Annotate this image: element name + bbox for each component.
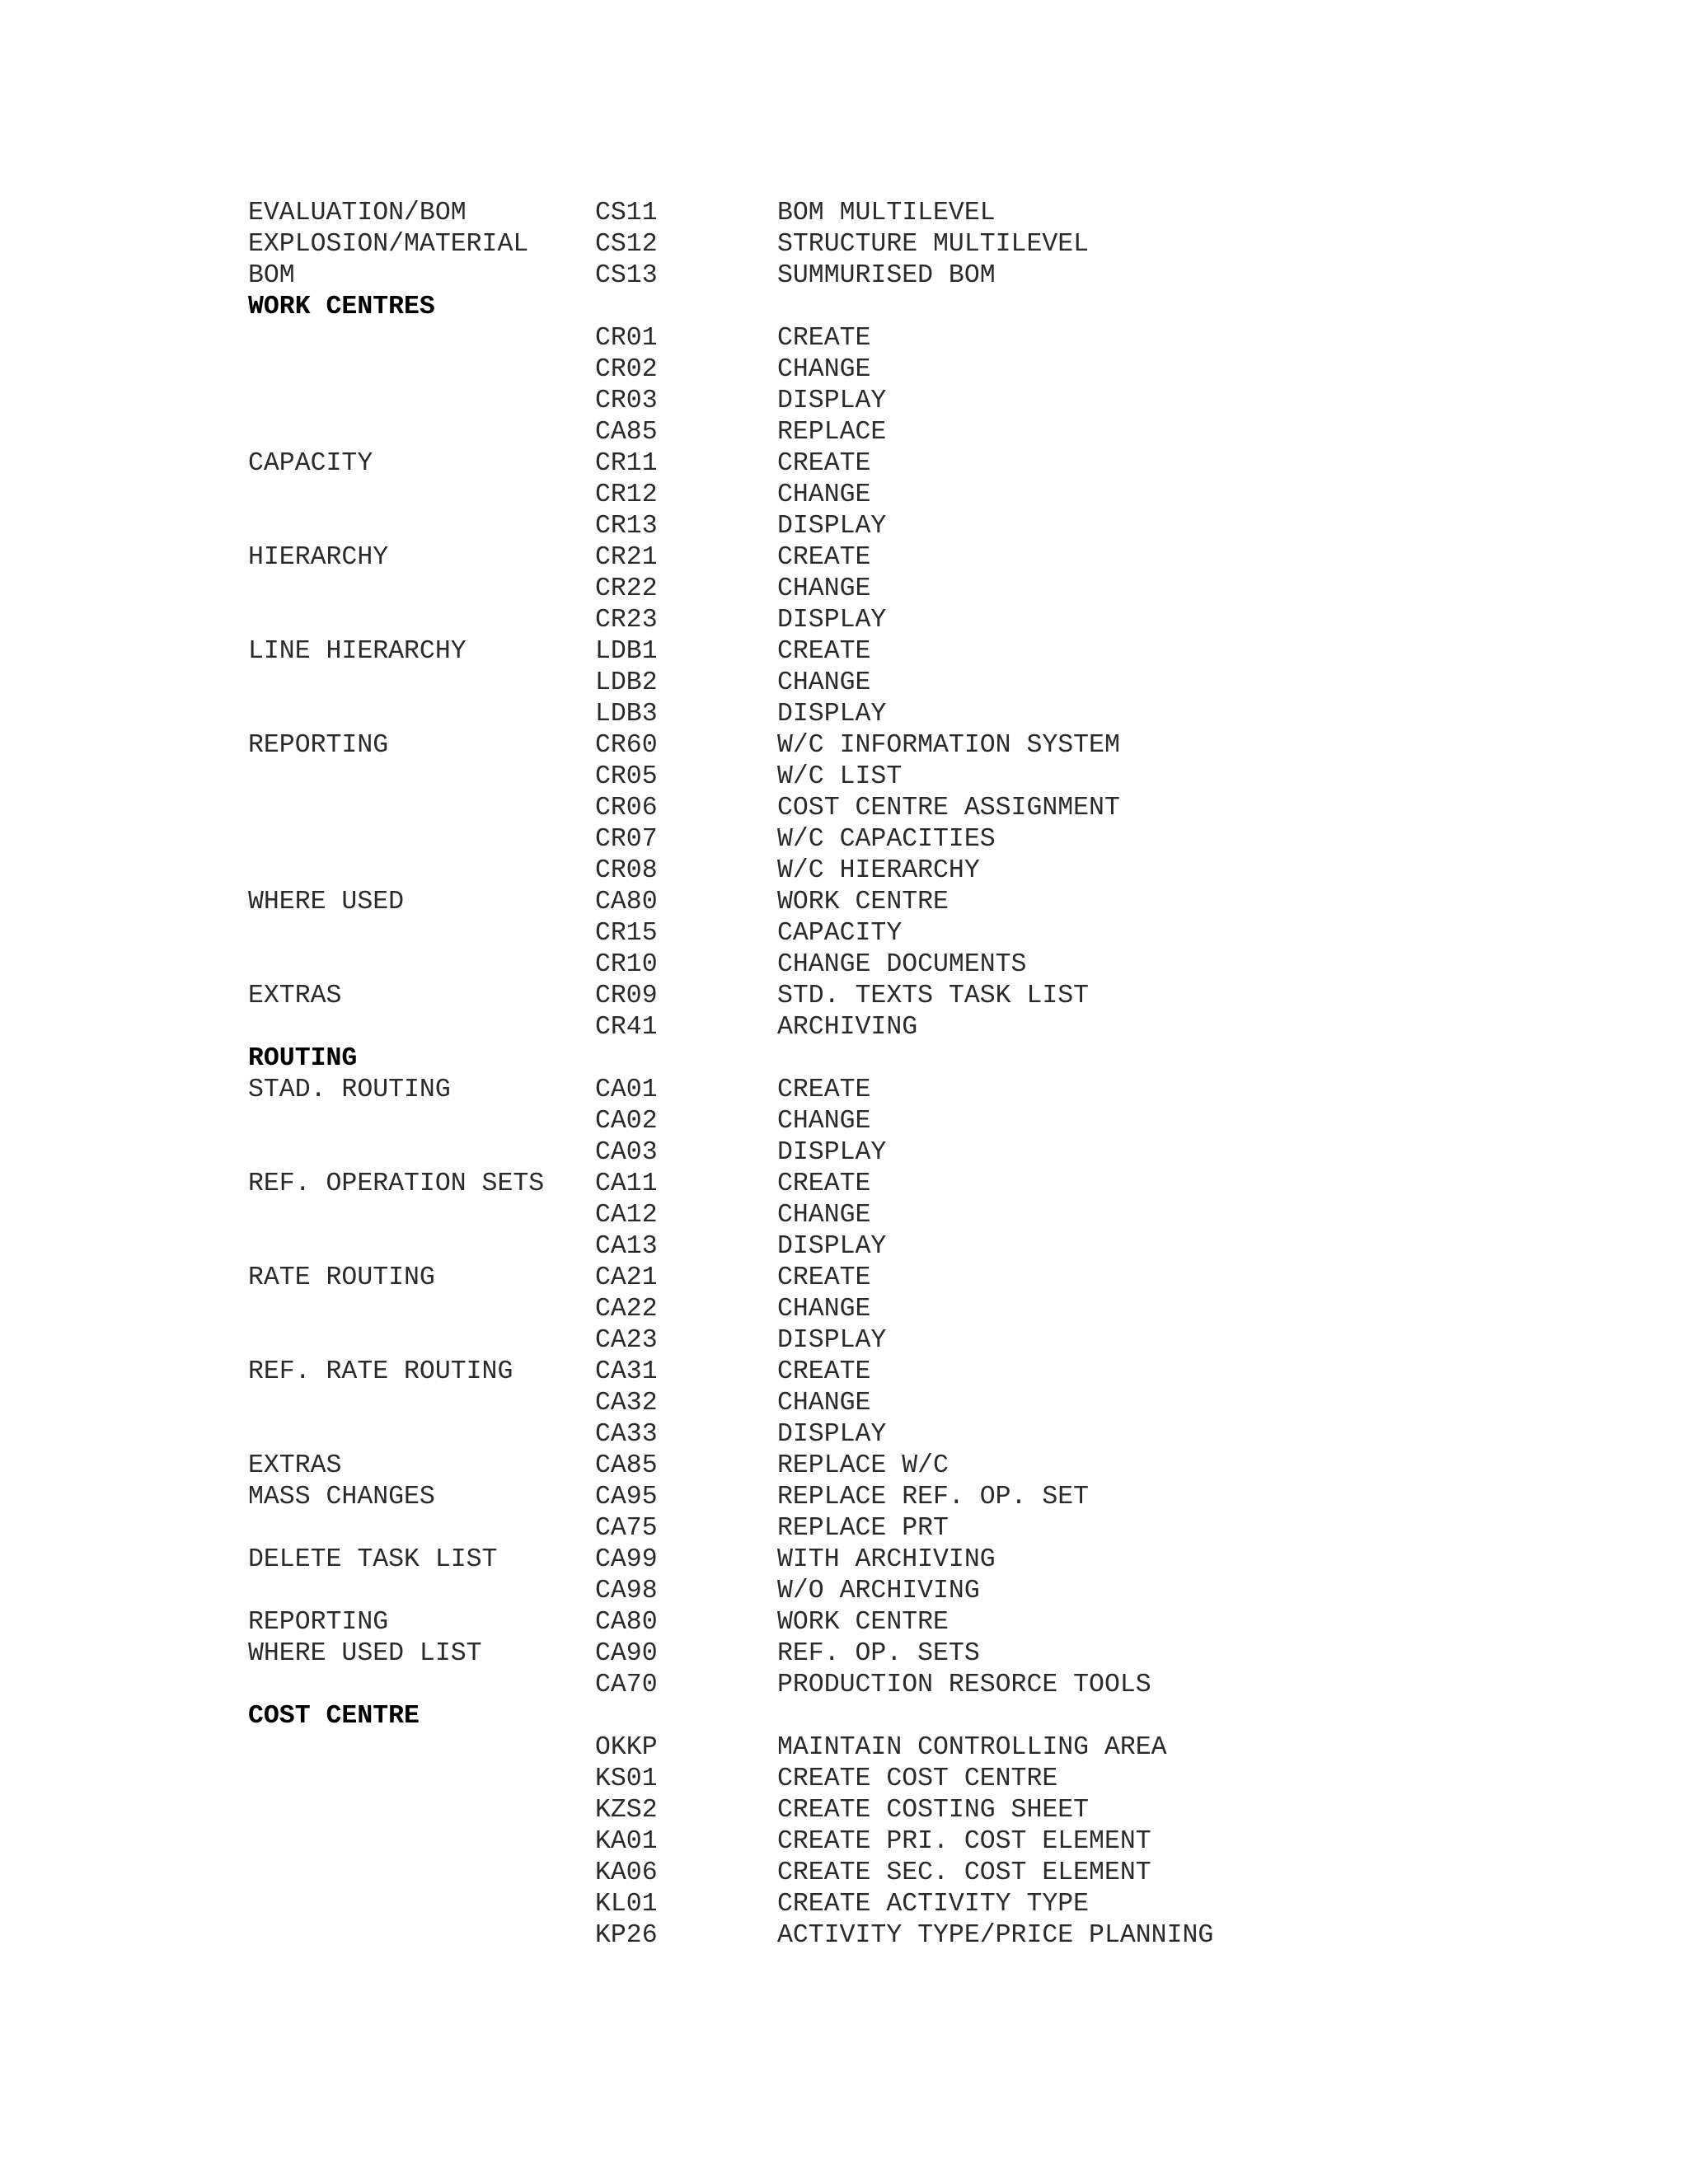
transaction-description: CHANGE DOCUMENTS	[777, 950, 1027, 979]
category-label: MASS CHANGES	[248, 1483, 435, 1511]
transaction-row	[248, 1795, 1567, 1826]
category-label: REPORTING	[248, 731, 389, 760]
transaction-code: CR10	[595, 950, 658, 979]
transaction-row	[248, 1920, 1567, 1952]
transaction-row	[248, 1137, 1567, 1169]
transaction-row	[248, 1169, 1567, 1200]
category-label: WHERE USED LIST	[248, 1639, 482, 1668]
transaction-code: KP26	[595, 1921, 658, 1950]
transaction-description: REPLACE PRT	[777, 1514, 949, 1543]
transaction-row	[248, 1325, 1567, 1357]
transaction-row	[248, 1231, 1567, 1263]
transaction-code: CA70	[595, 1671, 658, 1699]
transaction-row	[248, 198, 1567, 229]
transaction-description: W/C CAPACITIES	[777, 825, 996, 854]
section-heading	[248, 1043, 1567, 1075]
transaction-row	[248, 511, 1567, 542]
transaction-code: KA06	[595, 1858, 658, 1887]
transaction-row	[248, 730, 1567, 762]
transaction-code: CA33	[595, 1420, 658, 1449]
transaction-code: LDB1	[595, 637, 658, 666]
transaction-description: WORK CENTRE	[777, 1608, 949, 1637]
transaction-description: CHANGE	[777, 1107, 871, 1136]
category-label: REF. OPERATION SETS	[248, 1169, 545, 1198]
transaction-description: CREATE COST CENTRE	[777, 1765, 1058, 1793]
transaction-description: CREATE	[777, 543, 871, 572]
transaction-row	[248, 1482, 1567, 1513]
transaction-code: CR22	[595, 574, 658, 603]
transaction-code-list	[248, 198, 1567, 1952]
transaction-description: CHANGE	[777, 668, 871, 697]
transaction-row	[248, 887, 1567, 918]
transaction-description: BOM MULTILEVEL	[777, 199, 996, 227]
section-heading-label: COST CENTRE	[248, 1702, 420, 1731]
transaction-row	[248, 417, 1567, 448]
transaction-code: CA21	[595, 1263, 658, 1292]
transaction-description: DISPLAY	[777, 606, 887, 635]
transaction-description: CREATE COSTING SHEET	[777, 1796, 1090, 1825]
category-label: EXTRAS	[248, 1451, 342, 1480]
transaction-row	[248, 448, 1567, 480]
transaction-row	[248, 855, 1567, 887]
transaction-code: CR13	[595, 512, 658, 541]
transaction-description: STD. TEXTS TASK LIST	[777, 982, 1090, 1010]
category-label: STAD. ROUTING	[248, 1076, 451, 1104]
transaction-row	[248, 1607, 1567, 1638]
transaction-row	[248, 386, 1567, 417]
transaction-code: CA31	[595, 1357, 658, 1386]
transaction-row	[248, 668, 1567, 699]
transaction-row	[248, 1576, 1567, 1607]
category-label: DELETE TASK LIST	[248, 1545, 498, 1574]
transaction-row	[248, 323, 1567, 354]
transaction-description: CREATE	[777, 324, 871, 353]
transaction-row	[248, 762, 1567, 793]
transaction-description: DISPLAY	[777, 700, 887, 729]
transaction-description: CHANGE	[777, 1295, 871, 1324]
transaction-description: CREATE	[777, 1357, 871, 1386]
transaction-description: CREATE ACTIVITY TYPE	[777, 1890, 1090, 1919]
transaction-row	[248, 1451, 1567, 1482]
section-heading-label: ROUTING	[248, 1044, 358, 1073]
transaction-description: CHANGE	[777, 355, 871, 384]
transaction-code: CA03	[595, 1138, 658, 1167]
transaction-description: SUMMURISED BOM	[777, 261, 996, 290]
section-heading	[248, 292, 1567, 323]
transaction-description: REPLACE	[777, 418, 887, 447]
transaction-code: KZS2	[595, 1796, 658, 1825]
category-label: HIERARCHY	[248, 543, 389, 572]
transaction-code: OKKP	[595, 1733, 658, 1762]
transaction-description: DISPLAY	[777, 1326, 887, 1355]
transaction-description: REF. OP. SETS	[777, 1639, 980, 1668]
transaction-code: CR01	[595, 324, 658, 353]
transaction-code: CR15	[595, 919, 658, 948]
transaction-row	[248, 1513, 1567, 1544]
transaction-description: DISPLAY	[777, 1420, 887, 1449]
category-label: REPORTING	[248, 1608, 389, 1637]
transaction-code: CA02	[595, 1107, 658, 1136]
transaction-description: DISPLAY	[777, 512, 887, 541]
transaction-code: CR60	[595, 731, 658, 760]
transaction-row	[248, 1012, 1567, 1043]
transaction-description: MAINTAIN CONTROLLING AREA	[777, 1733, 1167, 1762]
transaction-code: CA80	[595, 888, 658, 916]
transaction-code: CA22	[595, 1295, 658, 1324]
transaction-description: CHANGE	[777, 480, 871, 509]
transaction-row	[248, 229, 1567, 260]
transaction-code: CR07	[595, 825, 658, 854]
transaction-row	[248, 1357, 1567, 1388]
transaction-row	[248, 574, 1567, 605]
transaction-description: W/C LIST	[777, 762, 903, 791]
category-label: EVALUATION/BOM	[248, 199, 467, 227]
transaction-description: REPLACE W/C	[777, 1451, 949, 1480]
transaction-row	[248, 605, 1567, 636]
transaction-code: CR12	[595, 480, 658, 509]
transaction-code: CA12	[595, 1201, 658, 1230]
category-label: EXPLOSION/MATERIAL	[248, 230, 529, 259]
transaction-description: DISPLAY	[777, 387, 887, 415]
transaction-description: W/C INFORMATION SYSTEM	[777, 731, 1120, 760]
transaction-code: CR23	[595, 606, 658, 635]
category-label: BOM	[248, 261, 295, 290]
transaction-row	[248, 793, 1567, 824]
transaction-code: CR11	[595, 449, 658, 478]
transaction-description: STRUCTURE MULTILEVEL	[777, 230, 1090, 259]
transaction-row	[248, 1764, 1567, 1795]
transaction-code: CR02	[595, 355, 658, 384]
transaction-code: LDB3	[595, 700, 658, 729]
transaction-row	[248, 1732, 1567, 1764]
transaction-description: CREATE	[777, 449, 871, 478]
transaction-code: CA95	[595, 1483, 658, 1511]
transaction-code: CR05	[595, 762, 658, 791]
transaction-code: KL01	[595, 1890, 658, 1919]
transaction-description: CREATE	[777, 1263, 871, 1292]
transaction-row	[248, 1419, 1567, 1451]
transaction-code: CR09	[595, 982, 658, 1010]
transaction-row	[248, 1106, 1567, 1137]
transaction-description: W/C HIERARCHY	[777, 856, 980, 885]
transaction-code: CA11	[595, 1169, 658, 1198]
transaction-description: PRODUCTION RESORCE TOOLS	[777, 1671, 1151, 1699]
section-heading-label: WORK CENTRES	[248, 293, 435, 321]
transaction-code: CA85	[595, 1451, 658, 1480]
transaction-row	[248, 1670, 1567, 1701]
transaction-row	[248, 699, 1567, 730]
transaction-row	[248, 981, 1567, 1012]
transaction-description: CREATE PRI. COST ELEMENT	[777, 1827, 1151, 1856]
transaction-row	[248, 1388, 1567, 1419]
transaction-code: CR41	[595, 1013, 658, 1042]
transaction-row	[248, 542, 1567, 574]
transaction-code: CS13	[595, 261, 658, 290]
transaction-description: CREATE	[777, 1076, 871, 1104]
transaction-code: LDB2	[595, 668, 658, 697]
transaction-row	[248, 1544, 1567, 1576]
transaction-code: CA75	[595, 1514, 658, 1543]
transaction-description: REPLACE REF. OP. SET	[777, 1483, 1090, 1511]
transaction-description: CHANGE	[777, 1201, 871, 1230]
transaction-code: CR08	[595, 856, 658, 885]
transaction-description: ARCHIVING	[777, 1013, 918, 1042]
transaction-row	[248, 1638, 1567, 1670]
transaction-row	[248, 949, 1567, 981]
transaction-row	[248, 824, 1567, 855]
transaction-code: CA01	[595, 1076, 658, 1104]
transaction-code: CA23	[595, 1326, 658, 1355]
transaction-description: CHANGE	[777, 574, 871, 603]
transaction-code: CR06	[595, 794, 658, 823]
transaction-description: DISPLAY	[777, 1138, 887, 1167]
transaction-code: CS12	[595, 230, 658, 259]
transaction-description: ACTIVITY TYPE/PRICE PLANNING	[777, 1921, 1214, 1950]
transaction-code: CA80	[595, 1608, 658, 1637]
transaction-description: WORK CENTRE	[777, 888, 949, 916]
transaction-description: COST CENTRE ASSIGNMENT	[777, 794, 1120, 823]
transaction-row	[248, 260, 1567, 292]
transaction-description: CREATE	[777, 637, 871, 666]
transaction-code: CA85	[595, 418, 658, 447]
transaction-row	[248, 1889, 1567, 1920]
transaction-description: CREATE SEC. COST ELEMENT	[777, 1858, 1151, 1887]
transaction-description: CREATE	[777, 1169, 871, 1198]
transaction-row	[248, 918, 1567, 949]
transaction-description: W/O ARCHIVING	[777, 1577, 980, 1605]
section-heading	[248, 1701, 1567, 1732]
transaction-code: CS11	[595, 199, 658, 227]
category-label: EXTRAS	[248, 982, 342, 1010]
transaction-row	[248, 636, 1567, 668]
transaction-row	[248, 1826, 1567, 1858]
transaction-code: KA01	[595, 1827, 658, 1856]
transaction-code: CA32	[595, 1389, 658, 1418]
transaction-code: CA13	[595, 1232, 658, 1261]
transaction-row	[248, 1075, 1567, 1106]
transaction-code: CA90	[595, 1639, 658, 1668]
category-label: CAPACITY	[248, 449, 373, 478]
category-label: LINE HIERARCHY	[248, 637, 467, 666]
transaction-row	[248, 1263, 1567, 1294]
transaction-code: CR21	[595, 543, 658, 572]
category-label: RATE ROUTING	[248, 1263, 435, 1292]
transaction-code: KS01	[595, 1765, 658, 1793]
transaction-code: CA99	[595, 1545, 658, 1574]
transaction-row	[248, 354, 1567, 386]
transaction-row	[248, 1200, 1567, 1231]
transaction-code: CR03	[595, 387, 658, 415]
transaction-row	[248, 1858, 1567, 1889]
category-label: WHERE USED	[248, 888, 405, 916]
transaction-description: WITH ARCHIVING	[777, 1545, 996, 1574]
transaction-description: CAPACITY	[777, 919, 903, 948]
transaction-code: CA98	[595, 1577, 658, 1605]
transaction-description: DISPLAY	[777, 1232, 887, 1261]
transaction-description: CHANGE	[777, 1389, 871, 1418]
transaction-row	[248, 1294, 1567, 1325]
transaction-row	[248, 480, 1567, 511]
category-label: REF. RATE ROUTING	[248, 1357, 513, 1386]
